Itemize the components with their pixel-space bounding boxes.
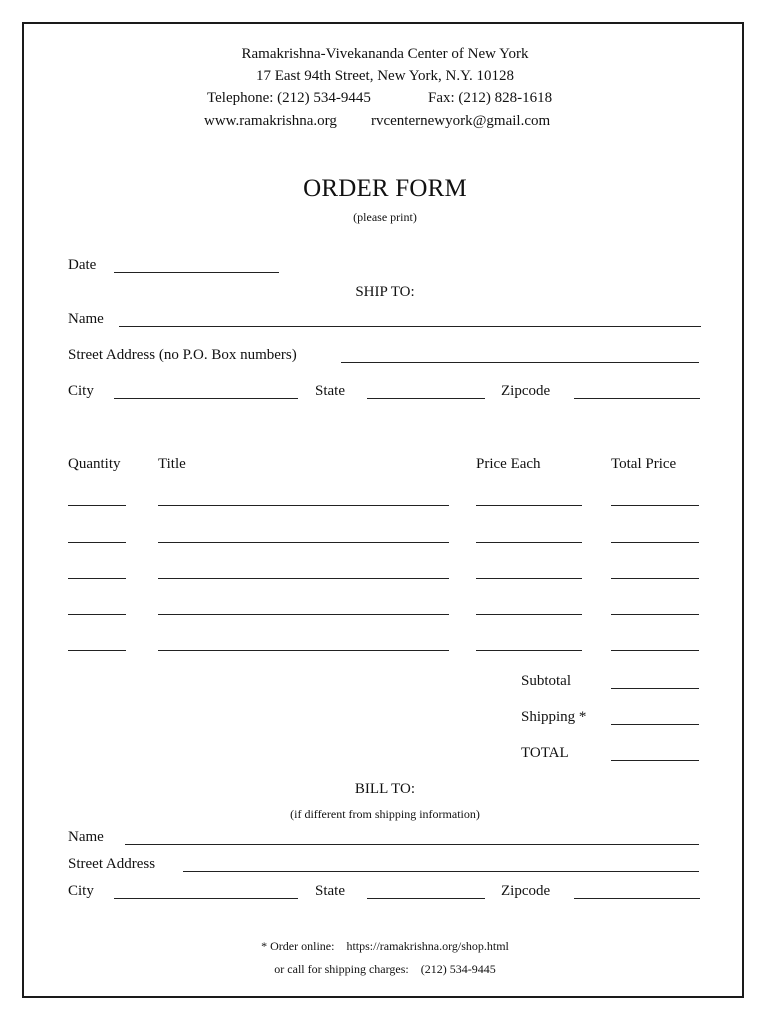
subtotal-label: Subtotal: [521, 673, 572, 689]
title-field[interactable]: [158, 542, 449, 543]
quantity-field[interactable]: [68, 542, 126, 543]
total-price-field[interactable]: [611, 542, 699, 543]
ship-name-label: Name: [68, 311, 104, 327]
price-each-field[interactable]: [476, 578, 582, 579]
call-note: or call for shipping charges: (212) 534-9445: [274, 962, 496, 976]
org-telephone: Telephone: (212) 534-9445: [207, 90, 371, 106]
bill-zip-field[interactable]: [574, 898, 700, 899]
price-each-field[interactable]: [476, 650, 582, 651]
shipping-field[interactable]: [611, 724, 699, 725]
form-subtitle: (please print): [353, 210, 417, 224]
bill-street-field[interactable]: [183, 871, 699, 872]
date-field[interactable]: [114, 272, 279, 273]
org-name: Ramakrishna-Vivekananda Center of New York: [241, 46, 529, 62]
ship-zip-field[interactable]: [574, 398, 700, 399]
ship-state-label: State: [315, 383, 345, 399]
quantity-field[interactable]: [68, 614, 126, 615]
ship-city-field[interactable]: [114, 398, 298, 399]
column-quantity: Quantity: [68, 456, 121, 472]
page-border: [22, 22, 744, 998]
ship-state-field[interactable]: [367, 398, 485, 399]
price-each-field[interactable]: [476, 505, 582, 506]
price-each-field[interactable]: [476, 614, 582, 615]
quantity-field[interactable]: [68, 505, 126, 506]
title-field[interactable]: [158, 505, 449, 506]
column-title: Title: [158, 456, 186, 472]
quantity-field[interactable]: [68, 650, 126, 651]
title-field[interactable]: [158, 614, 449, 615]
ship-street-label: Street Address (no P.O. Box numbers): [68, 347, 297, 363]
org-email[interactable]: rvcenternewyork@gmail.com: [371, 113, 551, 129]
total-price-field[interactable]: [611, 650, 699, 651]
bill-to-heading: BILL TO:: [354, 781, 416, 797]
org-fax: Fax: (212) 828-1618: [428, 90, 553, 106]
date-label: Date: [68, 257, 97, 273]
bill-name-label: Name: [68, 829, 104, 845]
shipping-label: Shipping *: [521, 709, 587, 725]
ship-name-field[interactable]: [119, 326, 701, 327]
bill-state-field[interactable]: [367, 898, 485, 899]
column-total-price: Total Price: [611, 456, 677, 472]
bill-name-field[interactable]: [125, 844, 699, 845]
quantity-field[interactable]: [68, 578, 126, 579]
order-online-note[interactable]: * Order online: https://ramakrishna.org/shop.html: [261, 939, 509, 953]
form-title: ORDER FORM: [303, 175, 467, 202]
org-address: 17 East 94th Street, New York, N.Y. 10128: [255, 68, 515, 84]
org-website[interactable]: www.ramakrishna.org: [204, 113, 337, 129]
ship-street-field[interactable]: [341, 362, 699, 363]
subtotal-field[interactable]: [611, 688, 699, 689]
column-price-each: Price Each: [476, 456, 541, 472]
bill-state-label: State: [315, 883, 345, 899]
ship-zip-label: Zipcode: [501, 383, 551, 399]
ship-city-label: City: [68, 383, 94, 399]
bill-city-field[interactable]: [114, 898, 298, 899]
total-price-field[interactable]: [611, 578, 699, 579]
price-each-field[interactable]: [476, 542, 582, 543]
total-field[interactable]: [611, 760, 699, 761]
bill-zip-label: Zipcode: [501, 883, 551, 899]
bill-to-note: (if different from shipping information): [290, 807, 480, 821]
bill-street-label: Street Address: [68, 856, 156, 872]
title-field[interactable]: [158, 650, 449, 651]
title-field[interactable]: [158, 578, 449, 579]
total-label: TOTAL: [521, 745, 569, 761]
total-price-field[interactable]: [611, 614, 699, 615]
ship-to-heading: SHIP TO:: [355, 284, 415, 300]
bill-city-label: City: [68, 883, 94, 899]
total-price-field[interactable]: [611, 505, 699, 506]
